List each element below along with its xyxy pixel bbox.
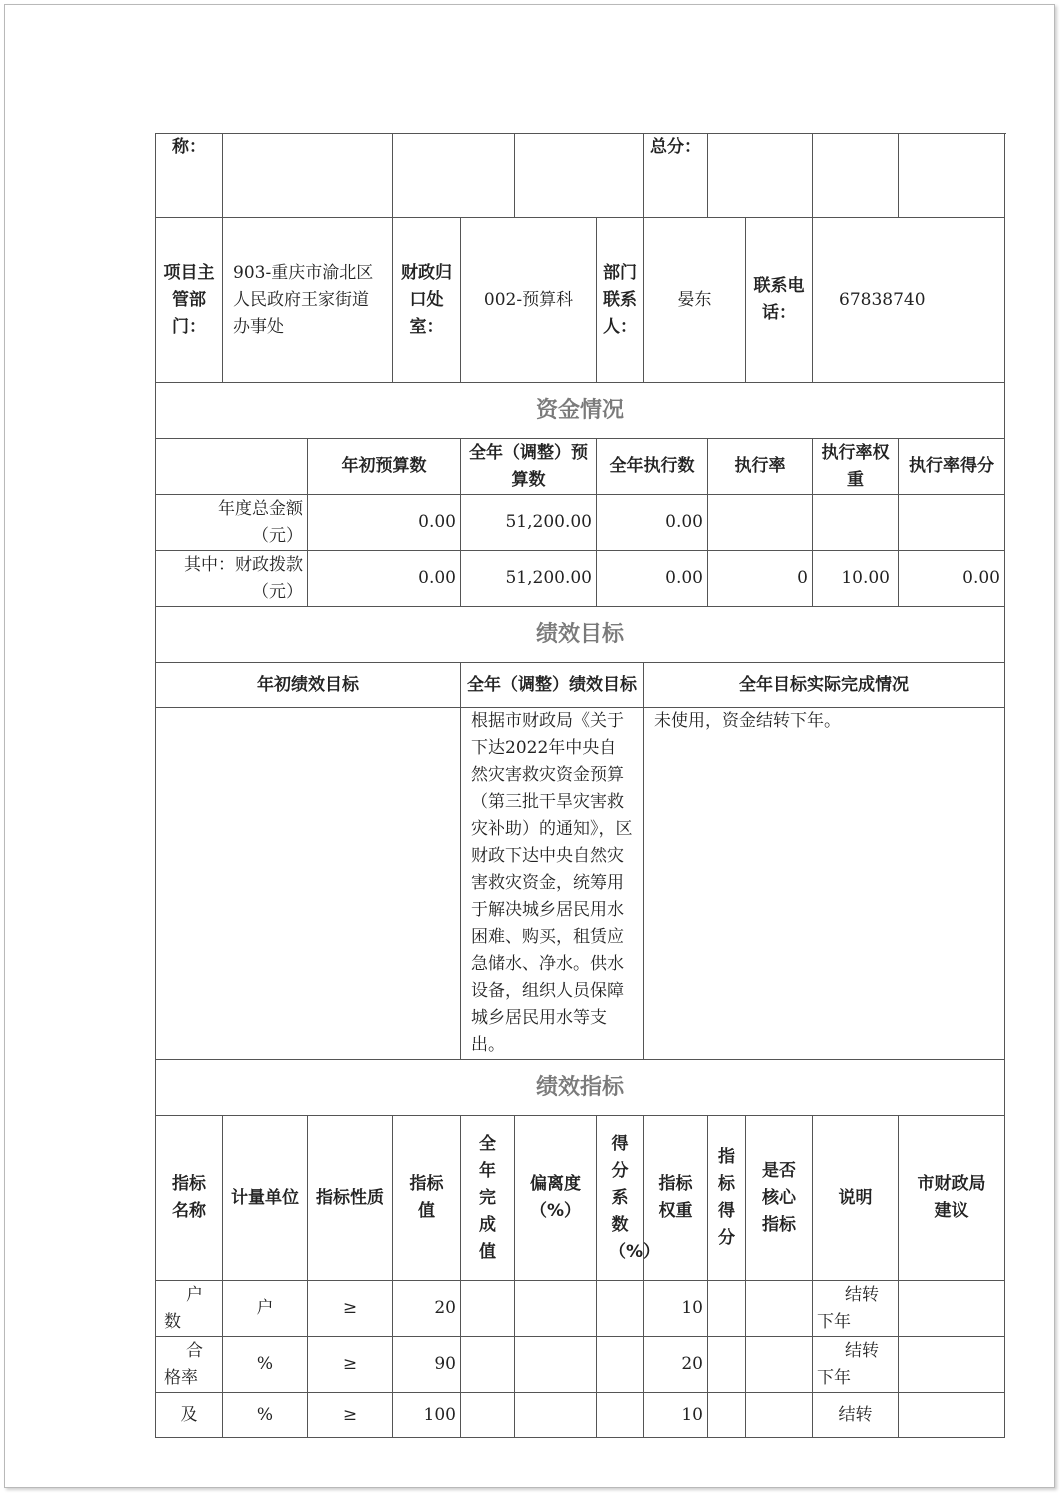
ind-coefficient xyxy=(597,1337,644,1393)
ind-note: 结转下年 xyxy=(813,1337,899,1393)
indicators-section-title: 绩效指标 xyxy=(156,1060,1005,1116)
total-score-label: 总分： xyxy=(644,134,708,218)
ind-unit: % xyxy=(223,1337,308,1393)
ind-nature: ≥ xyxy=(308,1281,393,1337)
ind-weight: 20 xyxy=(644,1337,708,1393)
total-score-value xyxy=(708,134,813,218)
ind-name: 户数 xyxy=(156,1281,223,1337)
ind-nature: ≥ xyxy=(308,1393,393,1438)
ind-header-completed: 全年完成值 xyxy=(461,1116,515,1281)
funds-header-initial: 年初预算数 xyxy=(308,439,461,495)
funds-row-adjusted: 51,200.00 xyxy=(461,551,597,607)
ind-header-note: 说明 xyxy=(813,1116,899,1281)
ind-header-value: 指标值 xyxy=(393,1116,461,1281)
ind-value: 20 xyxy=(393,1281,461,1337)
funds-row-fiscal xyxy=(156,551,1005,607)
funds-header-adjusted: 全年（调整）预算数 xyxy=(461,439,597,495)
row-project-name xyxy=(156,134,1005,218)
finance-office-value: 002-预算科 xyxy=(461,218,597,383)
funds-row-score: 0.00 xyxy=(899,551,1005,607)
ind-coefficient xyxy=(597,1393,644,1438)
funds-row-rate: 0 xyxy=(708,551,813,607)
funds-row-weight: 10.00 xyxy=(813,551,899,607)
ind-coefficient xyxy=(597,1281,644,1337)
ind-header-deviation: 偏离度（%） xyxy=(515,1116,597,1281)
funds-row-initial: 0.00 xyxy=(308,551,461,607)
ind-header-unit: 计量单位 xyxy=(223,1116,308,1281)
dept-value: 903-重庆市渝北区人民政府王家街道办事处 xyxy=(223,218,393,383)
project-name-value xyxy=(223,134,393,218)
ind-score xyxy=(708,1337,746,1393)
ind-weight: 10 xyxy=(644,1393,708,1438)
ind-score xyxy=(708,1281,746,1337)
ind-completed xyxy=(461,1393,515,1438)
contact-person-value: 晏东 xyxy=(644,218,746,383)
indicator-row xyxy=(156,1393,1005,1438)
ind-unit: 户 xyxy=(223,1281,308,1337)
funds-row-executed: 0.00 xyxy=(597,495,708,551)
funds-header-row xyxy=(156,439,1005,495)
funds-row-score xyxy=(899,495,1005,551)
funds-header-rate: 执行率 xyxy=(708,439,813,495)
ind-header-weight: 指标权重 xyxy=(644,1116,708,1281)
ind-header-coefficient: 得分系数（%） xyxy=(597,1116,644,1281)
blank-cell xyxy=(899,134,1005,218)
ind-note: 结转下年 xyxy=(813,1281,899,1337)
goals-header-initial: 年初绩效目标 xyxy=(156,663,461,708)
ind-completed xyxy=(461,1281,515,1337)
funds-row-total xyxy=(156,495,1005,551)
funds-section-row xyxy=(156,383,1005,439)
ind-core xyxy=(746,1281,813,1337)
funds-row-adjusted: 51,200.00 xyxy=(461,495,597,551)
contact-person-label: 部门联系人： xyxy=(597,218,644,383)
goals-header-row xyxy=(156,663,1005,708)
funds-section-title: 资金情况 xyxy=(156,383,1005,439)
phone-label: 联系电话： xyxy=(746,218,813,383)
ind-unit: % xyxy=(223,1393,308,1438)
goals-initial-text xyxy=(156,708,461,1060)
ind-header-score: 指标得分 xyxy=(708,1116,746,1281)
performance-form-table xyxy=(155,133,1005,1438)
project-name-label: 称： xyxy=(156,134,223,218)
finance-office-label: 财政归口处室： xyxy=(393,218,461,383)
indicator-row xyxy=(156,1281,1005,1337)
ind-header-suggestion: 市财政局建议 xyxy=(899,1116,1005,1281)
blank-cell xyxy=(393,134,515,218)
ind-name: 及 xyxy=(156,1393,223,1438)
ind-value: 100 xyxy=(393,1393,461,1438)
funds-header-executed: 全年执行数 xyxy=(597,439,708,495)
ind-header-name: 指标名称 xyxy=(156,1116,223,1281)
goals-section-title: 绩效目标 xyxy=(156,607,1005,663)
funds-header-blank xyxy=(156,439,308,495)
ind-header-core: 是否核心指标 xyxy=(746,1116,813,1281)
ind-deviation xyxy=(515,1281,597,1337)
blank-cell xyxy=(813,134,899,218)
ind-nature: ≥ xyxy=(308,1337,393,1393)
ind-suggestion xyxy=(899,1281,1005,1337)
goals-header-actual: 全年目标实际完成情况 xyxy=(644,663,1005,708)
ind-score xyxy=(708,1393,746,1438)
ind-completed xyxy=(461,1337,515,1393)
ind-value: 90 xyxy=(393,1337,461,1393)
ind-note: 结转 xyxy=(813,1393,899,1438)
goals-adjusted-text: 根据市财政局《关于下达2022年中央自然灾害救灾资金预算（第三批干旱灾害救灾补助）的通知》，区财政下达中央自然灾害救灾资金，统筹用于解决城乡居民用水困难、购买，租赁应急储水、净水。供水设备，组织人员保障城乡居民用水等支出。 xyxy=(461,708,644,1060)
indicators-section-row xyxy=(156,1060,1005,1116)
goals-header-adjusted: 全年（调整）绩效目标 xyxy=(461,663,644,708)
funds-row-rate xyxy=(708,495,813,551)
ind-core xyxy=(746,1337,813,1393)
ind-name: 合格率 xyxy=(156,1337,223,1393)
ind-header-nature: 指标性质 xyxy=(308,1116,393,1281)
funds-row-weight xyxy=(813,495,899,551)
ind-deviation xyxy=(515,1337,597,1393)
ind-suggestion xyxy=(899,1337,1005,1393)
goals-actual-text: 未使用，资金结转下年。 xyxy=(644,708,1005,1060)
funds-row-initial: 0.00 xyxy=(308,495,461,551)
funds-row-label: 其中：财政拨款（元） xyxy=(156,551,308,607)
funds-header-weight: 执行率权重 xyxy=(813,439,899,495)
ind-suggestion xyxy=(899,1393,1005,1438)
funds-header-score: 执行率得分 xyxy=(899,439,1005,495)
row-department xyxy=(156,218,1005,383)
indicators-header-row xyxy=(156,1116,1005,1281)
goals-section-row xyxy=(156,607,1005,663)
ind-core xyxy=(746,1393,813,1438)
blank-cell xyxy=(515,134,644,218)
phone-value: 67838740 xyxy=(813,218,1005,383)
dept-label: 项目主管部门： xyxy=(156,218,223,383)
goals-content-row xyxy=(156,708,1005,1060)
funds-row-label: 年度总金额（元） xyxy=(156,495,308,551)
ind-deviation xyxy=(515,1393,597,1438)
funds-row-executed: 0.00 xyxy=(597,551,708,607)
indicator-row xyxy=(156,1337,1005,1393)
ind-weight: 10 xyxy=(644,1281,708,1337)
